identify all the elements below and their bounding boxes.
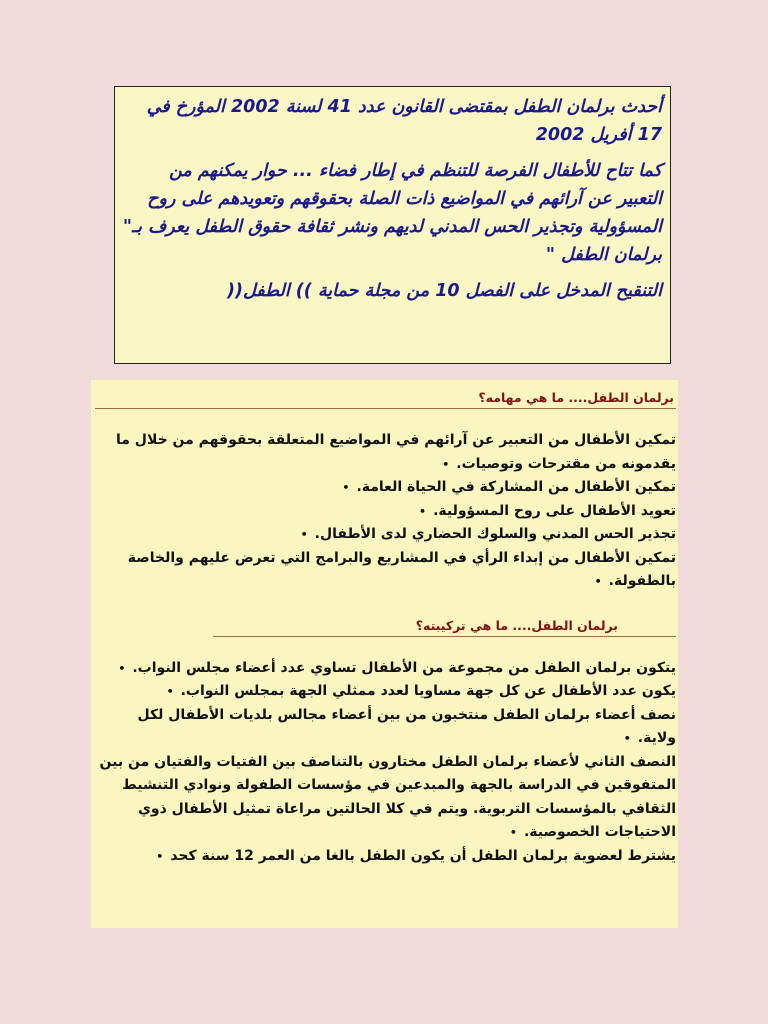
intro-paragraph: كما تتاح للأطفال الفرصة للتنظم في إطار فضاء ... حوار يمكنهم من التعبير عن آرائهم في المواضيع ذات الصلة بحقوقهم وتعويدهم على روح المسؤولية وتجذير الحس المدني لديهم ونشر ثقافة حقوق الطفل يعرف بـ" برلمان الطفل "	[122, 161, 662, 265]
list-item-text: تمكين الأطفال من المشاركة في الحياة العامة.	[356, 479, 676, 495]
list-item-text: النصف الثاني لأعضاء برلمان الطفل مختارون بالتناصف بين الفتيات والفتيان من بين المتفوقين في الدراسة بالجهة والمبدعين في مؤسسات الطفولة ونوادي التنشيط الثقافي بالمؤسسات التربوية. ويتم في كلا الحالتين مراعاة تمثيل الأطفال ذوي الاحتياجات الخصوصية.	[99, 753, 676, 840]
intro-paragraph: التنقيح المدخل على الفصل 10 من مجلة حماية )) الطفل((	[227, 281, 662, 301]
list-item-text: تجذير الحس المدني والسلوك الحضاري لدى الأطفال.	[314, 526, 676, 542]
bullet-icon: •	[118, 661, 126, 675]
list-item-text: نصف أعضاء برلمان الطفل منتخبون من بين أعضاء مجالس بلديات الأطفال لكل ولاية.	[137, 706, 676, 746]
list-item	[95, 657, 676, 681]
bullet-icon: •	[166, 685, 174, 698]
missions-heading: برلمان الطفل.... ما هي مهامه؟	[95, 388, 676, 409]
list-item-text: يشترط لعضوية برلمان الطفل أن يكون الطفل بالغا من العمر 12 سنة كحد	[170, 847, 676, 864]
bullet-icon: •	[509, 826, 517, 839]
list-item	[95, 680, 676, 704]
list-item-text: تعويد الأطفال على روح المسؤولية.	[433, 502, 676, 519]
list-item	[95, 476, 676, 500]
list-item	[95, 845, 676, 869]
list-item-text: تمكين الأطفال من إبداء الرأي في المشاريع والبرامج التي تعرض عليهم والخاصة بالطفولة.	[127, 549, 676, 589]
bullet-icon: •	[594, 575, 602, 588]
list-item-text: يكون عدد الأطفال عن كل جهة مساويا لعدد ممثلي الجهة بمجلس النواب.	[180, 683, 676, 699]
bullet-icon: •	[156, 849, 164, 863]
list-item	[95, 547, 676, 594]
list-item	[95, 751, 676, 845]
list-item	[95, 429, 676, 476]
bullet-icon: •	[442, 457, 450, 471]
composition-heading: برلمان الطفل.... ما هي تركيبته؟	[213, 616, 676, 637]
content-panel	[91, 380, 678, 928]
bullet-icon: •	[342, 481, 350, 494]
intro-paragraph: أحدث برلمان الطفل بمقتضى القانون عدد 41 لسنة 2002 المؤرخ في 17 أفريل 2002	[146, 97, 662, 145]
list-item-text: تمكين الأطفال من التعبير عن آرائهم في المواضيع المتعلقة بحقوقهم من خلال ما يقدمونه من مقترحات وتوصيات.	[116, 432, 676, 472]
bullet-icon: •	[419, 504, 427, 518]
bullet-icon: •	[300, 528, 308, 541]
list-item	[95, 500, 676, 524]
list-item	[95, 704, 676, 751]
list-item-text: يتكون برلمان الطفل من مجموعة من الأطفال تساوي عدد أعضاء مجلس النواب.	[132, 659, 676, 676]
composition-list	[95, 657, 676, 869]
list-item	[95, 523, 676, 547]
bullet-icon: •	[623, 732, 631, 745]
missions-list	[95, 429, 676, 594]
intro-box	[114, 86, 671, 364]
